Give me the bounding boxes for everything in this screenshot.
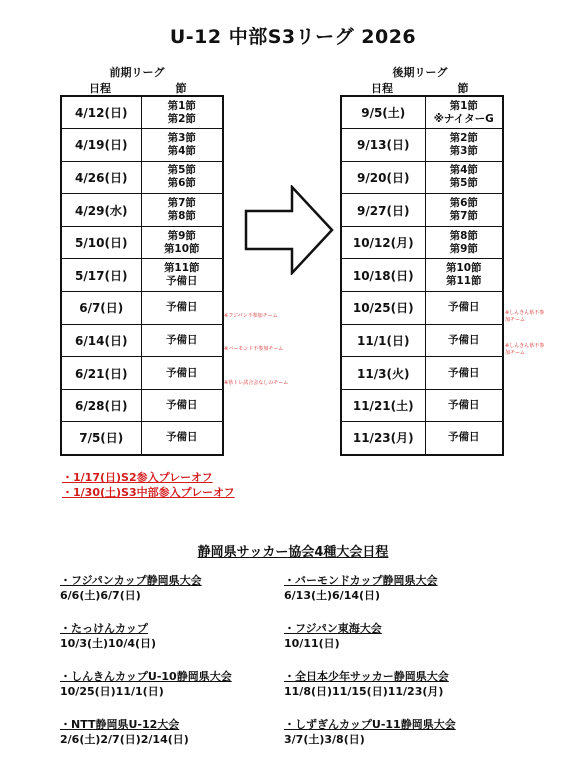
right-arrow-icon bbox=[244, 185, 334, 275]
competition-item bbox=[60, 574, 202, 603]
schedule-date: 5/17(日) bbox=[61, 259, 141, 292]
competition-name: ・バーモンドカップ静岡県大会 bbox=[284, 574, 438, 587]
schedule-section bbox=[425, 324, 503, 357]
competition-item bbox=[284, 574, 438, 603]
section-label: 第10節 bbox=[163, 242, 200, 255]
schedule-row bbox=[341, 96, 503, 129]
section-label: 第8節 bbox=[449, 229, 478, 242]
second-league-note: ※しんきん県不参加チーム bbox=[505, 310, 545, 323]
schedule-section bbox=[425, 292, 503, 325]
first-league-note: ※県トレ試合会なしのチーム bbox=[224, 380, 289, 386]
schedule-section bbox=[141, 422, 223, 455]
competition-item bbox=[60, 622, 156, 651]
second-league-date-header: 日程 bbox=[371, 82, 393, 95]
first-league-section-header: 節 bbox=[175, 82, 187, 95]
schedule-section bbox=[141, 292, 223, 325]
schedule-date: 4/29(水) bbox=[61, 194, 141, 227]
competition-dates: 10/11(日) bbox=[284, 637, 340, 650]
first-league-note: ※フジパン不参加チーム bbox=[224, 313, 278, 319]
schedule-section bbox=[425, 129, 503, 162]
page-title: U-12 中部S3リーグ 2026 bbox=[169, 26, 417, 48]
section-label: 第4節 bbox=[167, 144, 196, 157]
section-label: 予備日 bbox=[166, 431, 198, 444]
competition-name: ・フジパン東海大会 bbox=[284, 622, 382, 635]
schedule-section bbox=[425, 161, 503, 194]
competition-dates: 3/7(土)3/8(日) bbox=[284, 733, 365, 746]
competition-dates: 10/3(土)10/4(日) bbox=[60, 637, 157, 650]
schedule-row bbox=[61, 96, 223, 129]
section-label: 予備日 bbox=[166, 333, 198, 346]
section-label: 予備日 bbox=[448, 399, 480, 412]
section-label: 第6節 bbox=[167, 177, 196, 190]
schedule-row bbox=[341, 422, 503, 455]
first-league-label: 前期リーグ bbox=[109, 66, 165, 79]
section-label: ※ナイターG bbox=[433, 112, 494, 125]
schedule-section bbox=[141, 129, 223, 162]
section-label: 第9節 bbox=[449, 242, 478, 255]
schedule-date: 11/23(月) bbox=[341, 422, 425, 455]
section-label: 第1節 bbox=[449, 99, 478, 112]
schedule-row bbox=[341, 292, 503, 325]
competition-name: ・しずぎんカップU-11静岡県大会 bbox=[284, 718, 456, 731]
section-label: 第10節 bbox=[445, 262, 482, 275]
schedule-section bbox=[141, 259, 223, 292]
schedule-section bbox=[425, 389, 503, 422]
section-label: 第1節 bbox=[167, 99, 196, 112]
schedule-section bbox=[425, 422, 503, 455]
competition-item bbox=[284, 670, 449, 699]
schedule-date: 11/3(火) bbox=[341, 357, 425, 390]
schedule-row bbox=[61, 226, 223, 259]
competition-item bbox=[284, 718, 456, 747]
schedule-row bbox=[341, 129, 503, 162]
competition-name: ・NTT静岡県U-12大会 bbox=[60, 718, 180, 731]
section-label: 第3節 bbox=[449, 144, 478, 157]
schedule-row bbox=[341, 161, 503, 194]
schedule-row bbox=[61, 259, 223, 292]
competition-item bbox=[60, 670, 232, 699]
second-league-table bbox=[340, 95, 504, 456]
section-label: 第5節 bbox=[167, 164, 196, 177]
schedule-section bbox=[141, 226, 223, 259]
schedule-row bbox=[341, 259, 503, 292]
schedule-section bbox=[425, 357, 503, 390]
section-label: 第4節 bbox=[449, 164, 478, 177]
schedule-row bbox=[61, 194, 223, 227]
schedule-date: 6/28(日) bbox=[61, 389, 141, 422]
schedule-row bbox=[61, 389, 223, 422]
schedule-date: 9/27(日) bbox=[341, 194, 425, 227]
first-league-table bbox=[60, 95, 224, 456]
schedule-section bbox=[425, 96, 503, 129]
schedule-date: 10/12(月) bbox=[341, 226, 425, 259]
schedule-date: 6/7(日) bbox=[61, 292, 141, 325]
schedule-row bbox=[341, 389, 503, 422]
schedule-date: 11/21(土) bbox=[341, 389, 425, 422]
schedule-section bbox=[141, 96, 223, 129]
schedule-section bbox=[425, 226, 503, 259]
second-league-note: ※しんきん県不参加チーム bbox=[505, 343, 545, 356]
section-label: 予備日 bbox=[166, 301, 198, 314]
competition-dates: 6/13(土)6/14(日) bbox=[284, 589, 381, 602]
competition-dates: 6/6(土)6/7(日) bbox=[60, 589, 141, 602]
schedule-date: 6/21(日) bbox=[61, 357, 141, 390]
schedule-date: 4/26(日) bbox=[61, 161, 141, 194]
competition-name: ・フジパンカップ静岡県大会 bbox=[60, 574, 202, 587]
section-label: 予備日 bbox=[448, 431, 480, 444]
first-league-date-header: 日程 bbox=[89, 82, 111, 95]
schedule-section bbox=[141, 389, 223, 422]
schedule-date: 7/5(日) bbox=[61, 422, 141, 455]
schedule-section bbox=[141, 357, 223, 390]
schedule-section bbox=[425, 194, 503, 227]
competition-dates: 11/8(日)11/15(日)11/23(月) bbox=[284, 685, 444, 698]
schedule-row bbox=[61, 292, 223, 325]
second-league-label: 後期リーグ bbox=[392, 66, 448, 79]
section-label: 第7節 bbox=[167, 197, 196, 210]
schedule-row bbox=[341, 194, 503, 227]
section-label: 第5節 bbox=[449, 177, 478, 190]
association-title: 静岡県サッカー協会4種大会日程 bbox=[197, 545, 389, 560]
section-label: 第7節 bbox=[449, 210, 478, 223]
schedule-date: 9/5(土) bbox=[341, 96, 425, 129]
competition-name: ・全日本少年サッカー静岡県大会 bbox=[284, 670, 449, 683]
schedule-row bbox=[341, 357, 503, 390]
schedule-date: 4/12(日) bbox=[61, 96, 141, 129]
section-label: 予備日 bbox=[166, 366, 198, 379]
schedule-date: 9/20(日) bbox=[341, 161, 425, 194]
schedule-date: 6/14(日) bbox=[61, 324, 141, 357]
schedule-section bbox=[141, 324, 223, 357]
schedule-row bbox=[341, 226, 503, 259]
schedule-section bbox=[141, 194, 223, 227]
playoff-item: ・1/17(日)S2参入プレーオフ bbox=[62, 471, 213, 484]
competition-dates: 2/6(土)2/7(日)2/14(日) bbox=[60, 733, 189, 746]
competition-name: ・たっけんカップ bbox=[60, 622, 148, 635]
playoff-item: ・1/30(土)S3中部参入プレーオフ bbox=[62, 486, 235, 499]
schedule-section bbox=[141, 161, 223, 194]
section-label: 第8節 bbox=[167, 210, 196, 223]
competition-dates: 10/25(日)11/1(日) bbox=[60, 685, 164, 698]
competition-item bbox=[284, 622, 382, 651]
schedule-row bbox=[61, 357, 223, 390]
schedule-section bbox=[425, 259, 503, 292]
competition-name: ・しんきんカップU-10静岡県大会 bbox=[60, 670, 232, 683]
section-label: 第11節 bbox=[445, 275, 482, 288]
schedule-row bbox=[61, 129, 223, 162]
schedule-date: 5/10(日) bbox=[61, 226, 141, 259]
section-label: 第2節 bbox=[167, 112, 196, 125]
schedule-date: 11/1(日) bbox=[341, 324, 425, 357]
schedule-date: 4/19(日) bbox=[61, 129, 141, 162]
schedule-row bbox=[61, 161, 223, 194]
schedule-date: 10/18(日) bbox=[341, 259, 425, 292]
schedule-row bbox=[341, 324, 503, 357]
competition-item bbox=[60, 718, 189, 747]
section-label: 第11節 bbox=[163, 262, 200, 275]
section-label: 第2節 bbox=[449, 131, 478, 144]
section-label: 予備日 bbox=[448, 366, 480, 379]
section-label: 予備日 bbox=[448, 333, 480, 346]
section-label: 第3節 bbox=[167, 131, 196, 144]
section-label: 第6節 bbox=[449, 197, 478, 210]
schedule-date: 10/25(日) bbox=[341, 292, 425, 325]
playoff-list bbox=[62, 470, 235, 500]
schedule-row bbox=[61, 422, 223, 455]
second-league-section-header: 節 bbox=[457, 82, 469, 95]
schedule-date: 9/13(日) bbox=[341, 129, 425, 162]
section-label: 第9節 bbox=[167, 229, 196, 242]
first-league-note: ※バーモンド不参加チーム bbox=[224, 346, 284, 352]
section-label: 予備日 bbox=[166, 275, 198, 288]
section-label: 予備日 bbox=[166, 399, 198, 412]
section-label: 予備日 bbox=[448, 301, 480, 314]
schedule-row bbox=[61, 324, 223, 357]
